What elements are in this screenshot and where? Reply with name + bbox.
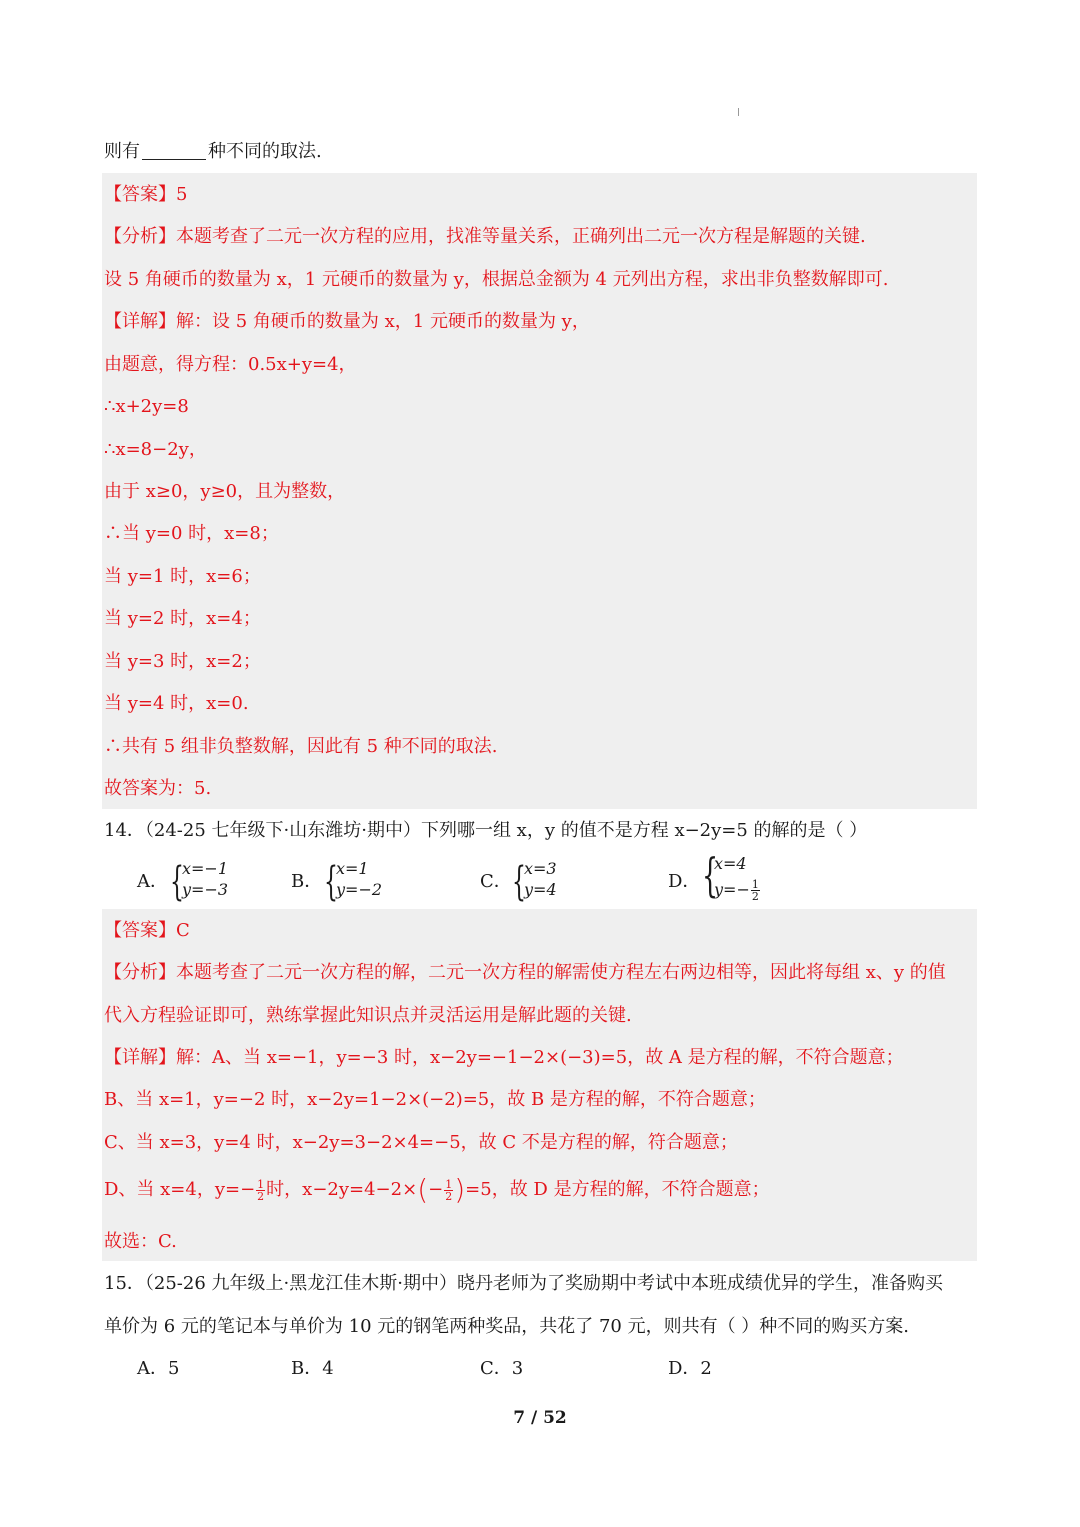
scan-mark (738, 108, 739, 116)
q14-option-b-label: B． (291, 871, 323, 892)
q13-analysis-1: 【分析】本题考查了二元一次方程的应用，找准等量关系，正确列出二元一次方程是解题的关键. (104, 226, 866, 247)
q13-conclusion: 故答案为：5. (104, 778, 212, 799)
q13-detail-line: 当 y=3 时，x=2； (104, 651, 261, 672)
q15-option-b: B．4 (291, 1358, 334, 1379)
q14-option-d-label: D． (668, 871, 701, 892)
q13-detail-line: 【详解】解：设 5 角硬币的数量为 x，1 元硬币的数量为 y， (104, 311, 590, 332)
brace-icon: { (170, 859, 184, 905)
q14-detail-line: B、当 x=1，y=−2 时，x−2y=1−2×(−2)=5，故 B 是方程的解，不符合题意； (104, 1089, 766, 1110)
q15-option-d: D．2 (668, 1358, 712, 1379)
q13-stem: 则有 种不同的取法. (104, 141, 322, 162)
q15-stem-2: 单价为 6 元的笔记本与单价为 10 元的钢笔两种奖品，共花了 70 元，则共有（ ）种不同的购买方案. (104, 1316, 910, 1337)
q14-answer: 【答案】C (104, 920, 190, 941)
q15-option-a: A．5 (137, 1358, 180, 1379)
answer-blank (142, 139, 206, 160)
q15-option-c: C．3 (480, 1358, 524, 1379)
q13-detail-line: 由题意，得方程：0.5x+y=4， (104, 354, 357, 375)
q14-stem: 14．（24-25 七年级下·山东潍坊·期中）下列哪一组 x，y 的值不是方程 x−2y=5 的解的是（ ） (104, 820, 868, 841)
document-page: 则有 种不同的取法. 【答案】5 【分析】本题考查了二元一次方程的应用，找准等量关系，正确列出二元一次方程是解题的关键. 设 5 角硬币的数量为 x，1 元硬币的数量为 y，根据总金额为 4 元列出方程，求出非负整数解即可. 【详解】解：设 5 角硬币的数量为 x，1 元硬币的数量为 y， 由题意，得方程：0.5x+y=4， ∴x+2y=8 ∴x=8−2y， 由于 x≥0，y≥0，且为整数， ∴当 y=0 时，x=8； 当 y=1 时，x=6； 当 y=2 时，x=4； 当 y=3 时，x=2； 当 y=4 时，x=0. ∴共有 5 组非负整数解，因此有 5 种不同的取法. 故答案为：5. 14．（24-25 七年级下·山东潍坊·期中）下列哪一组 x，y 的值不是方程 x−2y=5 的解的是（ ） A． { x=−1 y=−3 B． { x=1 y=−2 C． { x=3 y=4 D． { x=4 y=− $\frac{1}{2}$ 【答案】C 【分析】本题考查了二元一次方程的解，二元一次方程的解需使方程左右两边相等，因此将每组 x、y 的值 代入方程验证即可，熟练掌握此知识点并灵活运用是解此题的关键. 【详解】解：A、当 x=−1，y=−3 时，x−2y=−1−2×(−3)=5，故 A 是方程的解，不符合题意； B、当 x=1，y=−2 时，x−2y=1−2×(−2)=5，故 B 是方程的解，不符合题意； C、当 x=3，y=4 时，x−2y=3−2×4=−5，故 C 不是方程的解，符合题意； D、当 x=4，y=− $\frac{1}{2}$ 时，x−2y=4−2×(− $\frac{1}{2}$ )=5，故 D 是方程的解，不符合题意； 故选：C. 15．（25-26 九年级上·黑龙江佳木斯·期中）晓丹老师为了奖励期中考试中本班成绩优异的学生，准备购买 单价为 6 元的笔记本与单价为 10 元的钢笔两种奖品，共花了 70 元，则共有（ ）种不同的购买方案. A．5 B．4 C．3 D．2 7 / 52 (0, 0, 1080, 1527)
brace-icon: { (702, 848, 719, 902)
q14-analysis-1: 【分析】本题考查了二元一次方程的解，二元一次方程的解需使方程左右两边相等，因此将每组 x、y 的值 (104, 962, 946, 983)
q13-detail-line: 当 y=2 时，x=4； (104, 608, 261, 629)
q13-detail-line: 当 y=1 时，x=6； (104, 566, 261, 587)
q14-analysis-2: 代入方程验证即可，熟练掌握此知识点并灵活运用是解此题的关键. (104, 1005, 632, 1026)
q14-option-a-label: A． (137, 871, 168, 892)
q13-detail-line: 当 y=4 时，x=0. (104, 693, 249, 714)
q13-detail-line: ∴x=8−2y， (104, 439, 207, 460)
q13-detail-line: 由于 x≥0，y≥0，且为整数， (104, 481, 346, 502)
q13-detail-line: ∴共有 5 组非负整数解，因此有 5 种不同的取法. (104, 736, 498, 757)
q14-option-c-label: C． (480, 871, 512, 892)
q15-stem-1: 15．（25-26 九年级上·黑龙江佳木斯·期中）晓丹老师为了奖励期中考试中本班成绩优异的学生，准备购买 (104, 1273, 943, 1294)
brace-icon: { (512, 859, 526, 905)
q13-detail-line: ∴当 y=0 时，x=8； (104, 523, 279, 544)
brace-icon: { (324, 859, 338, 905)
q14-detail-line: 【详解】解：A、当 x=−1，y=−3 时，x−2y=−1−2×(−3)=5，故 A 是方程的解，不符合题意； (104, 1047, 904, 1068)
q14-conclusion: 故选：C. (104, 1231, 177, 1252)
q14-detail-d: D、当 x=4，y=− $\frac{1}{2}$ 时，x−2y=4−2×(− $\frac{1}{2}$ )=5，故 D 是方程的解，不符合题意； (104, 1173, 770, 1206)
q13-detail-line: ∴x+2y=8 (104, 396, 189, 417)
q14-detail-line: C、当 x=3，y=4 时，x−2y=3−2×4=−5，故 C 不是方程的解，符合题意； (104, 1132, 738, 1153)
q13-analysis-2: 设 5 角硬币的数量为 x，1 元硬币的数量为 y，根据总金额为 4 元列出方程，求出非负整数解即可. (104, 269, 889, 290)
q13-answer: 【答案】5 (104, 184, 188, 205)
page-number: 7 / 52 (513, 1408, 567, 1428)
